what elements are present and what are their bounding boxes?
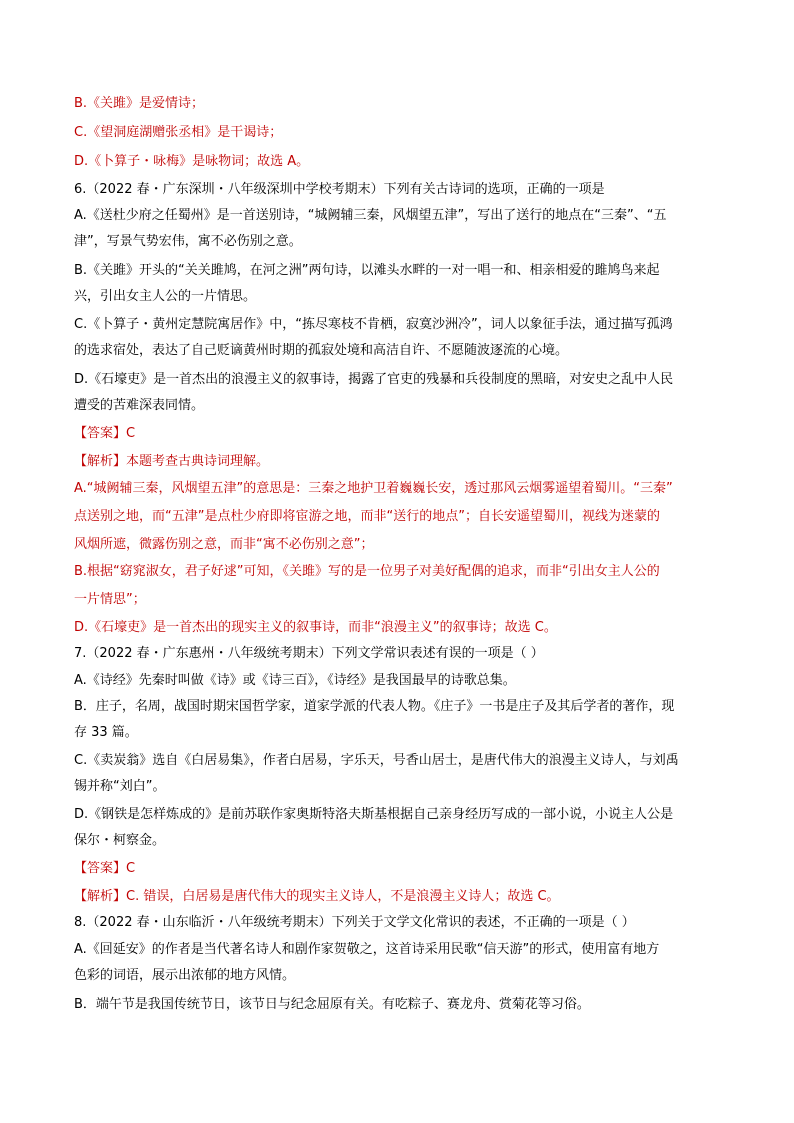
question-7-option-b: B．庄子，名周，战国时期宋国哲学家，道家学派的代表人物。《庄子》一书是庄子及其后学者的著作，现 (74, 699, 675, 714)
question-8-option-a-cont: 色彩的词语，展示出浓郁的地方风情。 (74, 968, 296, 983)
question-6-option-a: A.《送杜少府之任蜀州》是一首送别诗，“城阙辅三秦，风烟望五津”，写出了送行的地点在“三秦”、“五 (74, 208, 667, 223)
question-7-option-b-cont: 存 33 篇。 (74, 725, 138, 740)
option-c-answer-line: C.《望洞庭湖赠张丞相》是干谒诗； (74, 125, 283, 140)
question-6-option-c-cont: 的选求宿处，表达了自己贬谪黄州时期的孤寂处境和高洁自许、不愿随波逐流的心境。 (74, 343, 569, 358)
question-7-analysis: 【解析】C. 错误，白居易是唐代伟大的现实主义诗人，不是浪漫主义诗人；故选 C。 (74, 889, 560, 904)
analysis-b-line1: B.根据“窈窕淑女，君子好逑”可知，《关雎》写的是一位男子对美好配偶的追求，而非“引出女主人公的 (74, 564, 660, 579)
analysis-b-line2: 一片情思”； (74, 592, 146, 607)
question-8-option-b: B．端午节是我国传统节日，该节日与纪念屈原有关。有吃粽子、赛龙舟、赏菊花等习俗。 (74, 997, 590, 1012)
question-6-option-b: B.《关雎》开头的“关关雎鸠，在河之洲”两句诗，以滩头水畔的一对一唱一和、相亲相爱的雎鸠鸟来起 (74, 263, 660, 278)
question-7-option-a: A.《诗经》先秦时叫做《诗》或《诗三百》，《诗经》是我国最早的诗歌总集。 (74, 673, 516, 688)
option-b-answer-line: B.《关雎》是爱情诗； (74, 96, 205, 111)
option-d-answer-line: D.《卜算子・咏梅》是咏物词；故选 A。 (74, 154, 310, 169)
question-8-stem: 8.（2022 春・山东临沂・八年级统考期末）下列关于文学文化常识的表述，不正确的一项是（ ） (74, 915, 635, 930)
question-7-option-d: D.《钢铁是怎样炼成的》是前苏联作家奥斯特洛夫斯基根据自己亲身经历写成的一部小说，小说主人公是 (74, 807, 674, 822)
question-7-answer (74, 860, 135, 878)
question-7-option-c-cont: 锡并称“刘白”。 (74, 779, 166, 794)
question-8-option-a: A.《回延安》的作者是当代著名诗人和剧作家贺敬之，这首诗采用民歌“信天游”的形式，使用富有地方 (74, 942, 660, 957)
question-7-option-c: C.《卖炭翁》选自《白居易集》，作者白居易，字乐天，号香山居士，是唐代伟大的浪漫主义诗人，与刘禹 (74, 753, 679, 768)
question-6-option-b-cont: 兴，引出女主人公的一片情思。 (74, 289, 257, 304)
question-7-option-d-cont: 保尔・柯察金。 (74, 833, 166, 848)
question-7-stem: 7.（2022 春・广东惠州・八年级统考期末）下列文学常识表述有误的一项是（ ） (74, 646, 544, 661)
question-6-stem: 6.（2022 春・广东深圳・八年级深圳中学校考期末）下列有关古诗词的选项，正确的一项是 (74, 182, 605, 197)
question-6-option-c: C.《卜算子・黄州定慧院寓居作》中，“拣尽寒枝不肯栖，寂寞沙洲冷”，词人以象征手法，通过描写孤鸿 (74, 317, 673, 332)
question-6-analysis-label (74, 453, 269, 471)
analysis-a-line1: A.“城阙辅三秦，风烟望五津”的意思是：三秦之地护卫着巍巍长安，透过那风云烟雾遥望着蜀川。“三秦” (74, 481, 673, 496)
answer-label: 【答案】C (74, 426, 136, 441)
analysis-a-line2: 点送别之地，而“五津”是点杜少府即将宦游之地，而非“送行的地点”；自长安遥望蜀川，视线为迷蒙的 (74, 509, 660, 524)
question-6-option-a-cont: 津”，写景气势宏伟，寓不必伤别之意。 (74, 234, 302, 249)
question-6-option-d-cont: 遭受的苦难深表同情。 (74, 398, 205, 413)
analysis-a-line3: 风烟所遮，微露伤别之意，而非“寓不必伤别之意”； (74, 537, 374, 552)
answer-label: 【答案】C (74, 861, 136, 876)
analysis-label: 【解析】本题考查古典诗词理解。 (74, 454, 270, 469)
question-6-option-d: D.《石壕吏》是一首杰出的浪漫主义的叙事诗，揭露了官吏的残暴和兵役制度的黑暗，对安史之乱中人民 (74, 372, 674, 387)
analysis-d-line: D.《石壕吏》是一首杰出的现实主义的叙事诗，而非“浪漫主义”的叙事诗；故选 C。 (74, 620, 557, 635)
question-6-answer (74, 425, 135, 443)
